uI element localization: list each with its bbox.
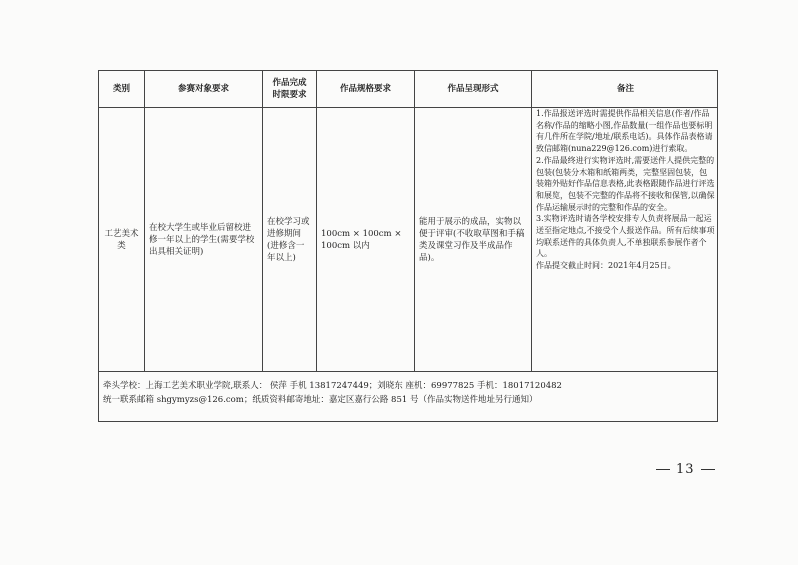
cell-eligibility: 在校大学生或毕业后留校进修一年以上的学生(需要学校出具相关证明) [145,108,263,371]
page-number: 13 [650,462,721,477]
table-header-row [99,71,717,108]
cell-notes [532,108,719,371]
footer-address: 统一联系邮箱 shgymyzs@126.com；纸质资料邮寄地址：嘉定区嘉行公路 851 号（作品实物送件地址另行通知） [103,395,538,405]
cell-category: 工艺美术类 [99,108,145,371]
cell-spec: 100cm × 100cm × 100cm 以内 [317,108,415,371]
note-1: 1.作品报送评选时需提供作品相关信息(作者/作品名称/作品的缩略小图,作品数量(一组作品也要标明有几件所在学院/地址/联系电话)。具体作品表格请致信邮箱(nuna229@126.com)进行索取。 [536,109,713,154]
header-notes: 备注 [616,84,634,94]
header-spec: 作品规格要求 [317,71,415,107]
page-dash-right [701,469,715,470]
header-eligibility: 参赛对象要求 [145,71,263,107]
note-2: 2.作品最终进行实物评选时,需要送件人提供完整的包装(包装分木箱和纸箱两类，完整坚固包装，包装箱外贴好作品信息表格,此表格跟随作品进行评选和展览，包装不完整的作品将不接收和保管,以确保作品运输展示时的完整和作品的安全。 [536,155,715,212]
note-3: 3.实物评选时请各学校安排专人负责将展品一起运送至指定地点,不接受个人报送作品。所有后续事项均联系送件的具体负责人,不单独联系参展作者个人。 [536,214,715,259]
cell-time-limit: 在校学习或进修期间(进修含一年以上) [263,108,317,371]
header-category: 类别 [99,71,145,107]
header-time-limit: 作品完成时限要求 [263,71,317,107]
table-row [99,108,717,371]
cell-presentation: 能用于展示的成品，实物以便于评审(不收取草图和手稿类及课堂习作及半成品作品)。 [415,108,532,371]
requirements-table [98,70,718,422]
page-dash-left [656,469,670,470]
footer-contact: 牵头学校：上海工艺美术职业学院,联系人： 侯萍 手机 13817247449；刘晓东 座机：69977825 手机：18017120482 [103,381,562,391]
header-presentation: 作品呈现形式 [415,71,532,107]
note-deadline: 作品提交截止时间：2021年4月25日。 [536,261,676,271]
table-footer [99,371,717,423]
